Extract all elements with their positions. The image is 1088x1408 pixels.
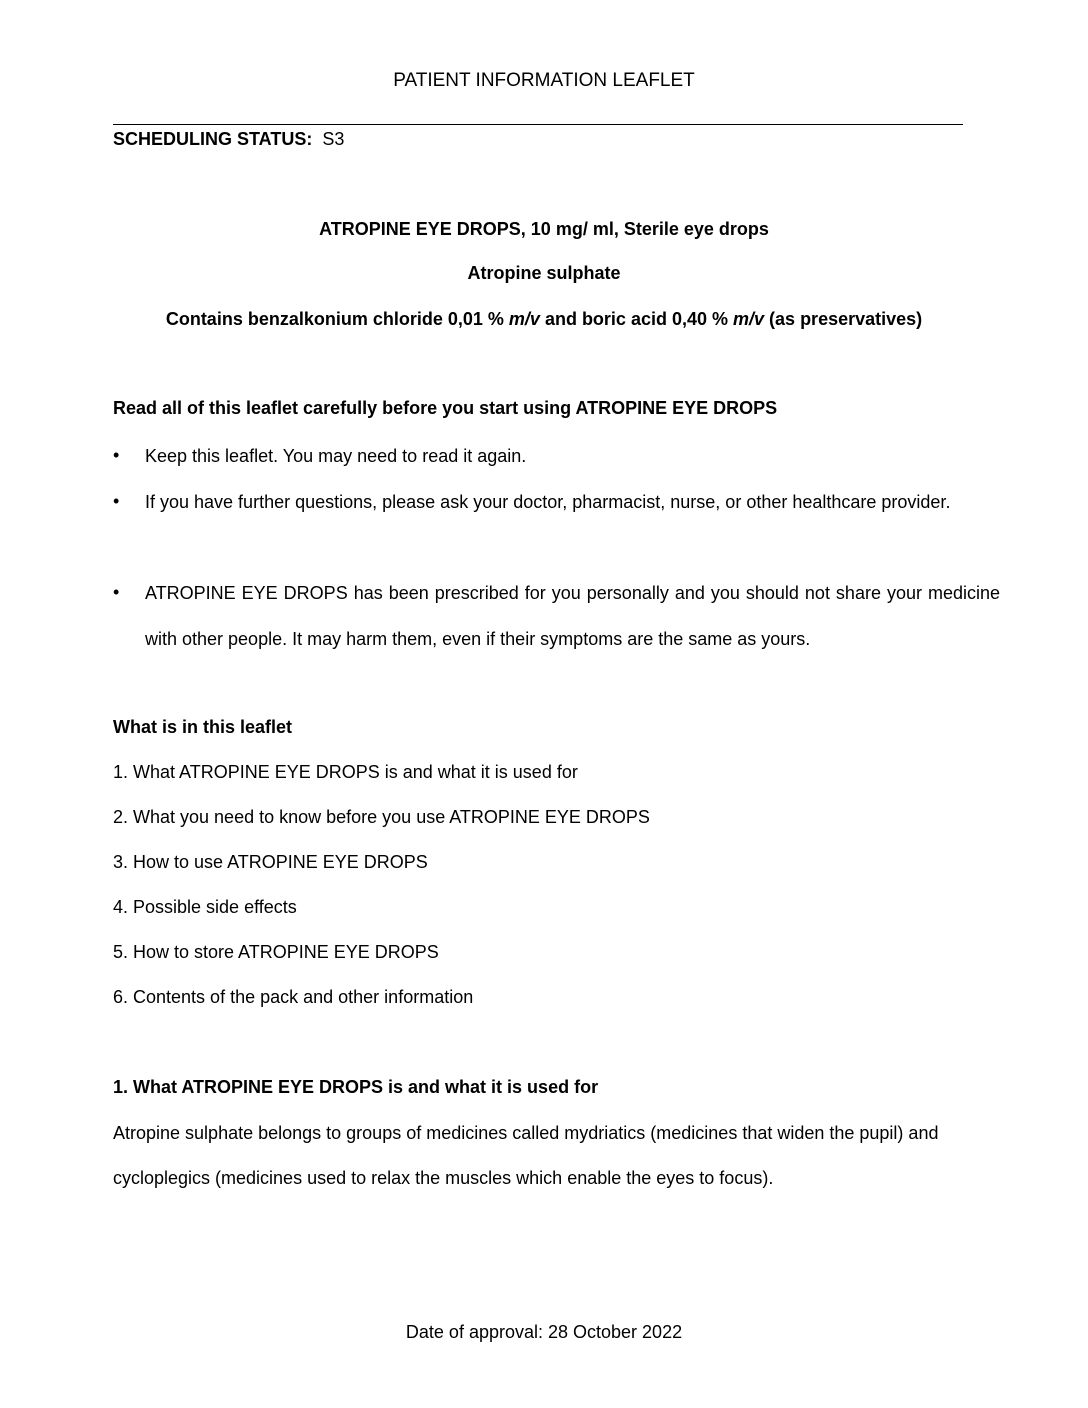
scheduling-status-value: S3 [322, 129, 345, 149]
bullet-marker: • [113, 491, 120, 511]
section-1-heading: 1. What ATROPINE EYE DROPS is and what it is used for [113, 1077, 599, 1097]
contents-list-item: 1. What ATROPINE EYE DROPS is and what it is used for [113, 762, 578, 782]
page-header-title: PATIENT INFORMATION LEAFLET [393, 70, 695, 91]
scheduling-status [113, 129, 344, 150]
preservatives-line [0, 309, 1088, 330]
bullet-marker: • [113, 582, 120, 602]
bullet-item: Keep this leaflet. You may need to read it again. [145, 446, 527, 466]
read-leaflet-heading: Read all of this leaflet carefully before you start using ATROPINE EYE DROPS [113, 398, 778, 418]
contents-list-item: 3. How to use ATROPINE EYE DROPS [113, 852, 428, 872]
active-ingredient: Atropine sulphate [467, 263, 621, 283]
contents-list-item: 5. How to store ATROPINE EYE DROPS [113, 942, 439, 962]
preservatives-text-2: and boric acid 0,40 % [539, 309, 734, 329]
scheduling-status-label: SCHEDULING STATUS: [113, 129, 313, 149]
product-name: ATROPINE EYE DROPS, 10 mg/ ml, Sterile eye drops [319, 219, 769, 239]
preservatives-unit-1: m/v [508, 309, 540, 329]
contents-heading: What is in this leaflet [113, 717, 293, 737]
preservatives-text-3: (as preservatives) [764, 309, 923, 329]
contents-list-item: 2. What you need to know before you use ATROPINE EYE DROPS [113, 807, 650, 827]
section-1-body: Atropine sulphate belongs to groups of medicines called mydriatics (medicines that widen the pupil) and cycloplegics (medicines used to relax the muscles which enable the eyes to focus). [113, 1123, 939, 1188]
approval-date: Date of approval: 28 October 2022 [405, 1322, 683, 1342]
preservatives-unit-2: m/v [733, 309, 765, 329]
bullet-marker: • [113, 445, 120, 465]
preservatives-text-1: Contains benzalkonium chloride 0,01 % [165, 309, 509, 329]
header-divider [113, 124, 963, 125]
contents-list-item: 6. Contents of the pack and other information [113, 987, 474, 1007]
contents-list-item: 4. Possible side effects [113, 897, 297, 917]
bullet-item: If you have further questions, please ask your doctor, pharmacist, nurse, or other healthcare provider. [145, 492, 951, 512]
bullet-item: ATROPINE EYE DROPS has been prescribed for you personally and you should not share your medicine with other people. It may harm them, even if their symptoms are the same as yours. [145, 583, 1000, 649]
